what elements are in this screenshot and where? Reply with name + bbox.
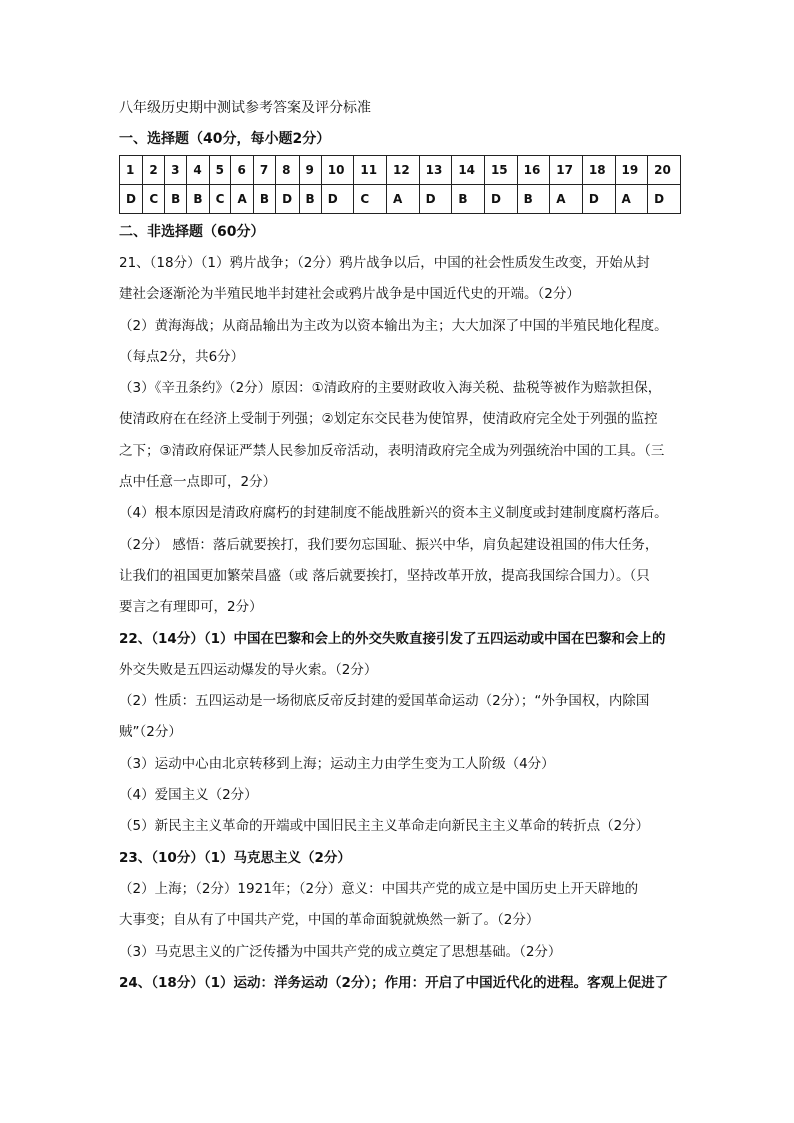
text-line: 大事变；自从有了中国共产党，中国的革命面貌就焕然一新了。（2分） bbox=[119, 912, 540, 929]
text-line: 24、（18分）（1）运动：洋务运动（2分）；作用：开启了中国近代化的进程。客观上促进了 bbox=[119, 974, 669, 991]
answer-cell: B bbox=[299, 185, 321, 214]
answer-cell: D bbox=[648, 185, 681, 214]
text-line: （4）爱国主义（2分） bbox=[119, 787, 258, 804]
question-number: 18 bbox=[582, 156, 615, 185]
question-number: 7 bbox=[253, 156, 275, 185]
text-line: （3）运动中心由北京转移到上海；运动主力由学生变为工人阶级（4分） bbox=[119, 755, 555, 772]
text-line: 点中任意一点即可，2分） bbox=[119, 474, 277, 491]
answer-row bbox=[120, 185, 681, 214]
question-number: 3 bbox=[165, 156, 187, 185]
answer-cell: D bbox=[120, 185, 143, 214]
answer-cell: A bbox=[550, 185, 583, 214]
answer-cell: A bbox=[615, 185, 648, 214]
question-number: 12 bbox=[387, 156, 420, 185]
text-line: （2）上海；（2分）1921年；（2分）意义：中国共产党的成立是中国历史上开天辟地的 bbox=[119, 880, 639, 897]
answer-cell: B bbox=[187, 185, 209, 214]
text-line: 21、（18分）（1）鸦片战争；（2分）鸦片战争以后，中国的社会性质发生改变，开始从封 bbox=[119, 255, 650, 271]
question-number: 14 bbox=[452, 156, 485, 185]
answer-cell: D bbox=[419, 185, 452, 214]
answer-cell: C bbox=[209, 185, 231, 214]
text-line: 之下；③清政府保证严禁人民参加反帝活动，表明清政府完全成为列强统治中国的工具。（三 bbox=[119, 442, 665, 459]
text-line: 外交失败是五四运动爆发的导火索。（2分） bbox=[119, 661, 378, 678]
question-number: 1 bbox=[120, 156, 143, 185]
answer-cell: D bbox=[582, 185, 615, 214]
answer-table bbox=[119, 155, 681, 214]
answer-cell: B bbox=[452, 185, 485, 214]
question-number: 8 bbox=[276, 156, 299, 185]
answer-body bbox=[119, 248, 694, 999]
question-number: 13 bbox=[419, 156, 452, 185]
question-number: 20 bbox=[648, 156, 681, 185]
answer-cell: A bbox=[231, 185, 253, 214]
question-number: 4 bbox=[187, 156, 209, 185]
section-heading-nonchoice: 二、非选择题（60分） bbox=[119, 224, 265, 240]
text-line: （5）新民主主义革命的开端或中国旧民主主义革命走向新民主主义革命的转折点（2分） bbox=[119, 818, 650, 835]
answer-cell: D bbox=[276, 185, 299, 214]
answer-document bbox=[119, 98, 694, 999]
text-line: （每点2分，共6分） bbox=[119, 348, 245, 365]
text-line: 23、（10分）（1）马克思主义（2分） bbox=[119, 849, 351, 866]
section-heading-choice: 一、选择题（40分，每小题2分） bbox=[119, 131, 331, 147]
question-number: 11 bbox=[354, 156, 387, 185]
question-number: 15 bbox=[484, 156, 517, 185]
text-line: 贼”（2分） bbox=[119, 724, 182, 741]
document-title: 八年级历史期中测试参考答案及评分标准 bbox=[119, 100, 371, 116]
text-line: （3）《辛丑条约》（2分）原因：①清政府的主要财政收入海关税、盐税等被作为赔款担保， bbox=[119, 380, 662, 397]
question-number: 16 bbox=[517, 156, 550, 185]
answer-cell: A bbox=[387, 185, 420, 214]
answer-cell: B bbox=[253, 185, 275, 214]
answer-cell: C bbox=[143, 185, 165, 214]
text-line: 让我们的祖国更加繁荣昌盛（或 落后就要挨打，坚持改革开放，提高我国综合国力）。（只 bbox=[119, 567, 650, 584]
question-number: 17 bbox=[550, 156, 583, 185]
text-line: （2）黄海海战；从商品输出为主改为以资本输出为主；大大加深了中国的半殖民地化程度。 bbox=[119, 317, 668, 334]
answer-cell: D bbox=[321, 185, 354, 214]
text-line: （2）性质：五四运动是一场彻底反帝反封建的爱国革命运动（2分）；“外争国权，内除国 bbox=[119, 693, 650, 710]
question-number: 2 bbox=[143, 156, 165, 185]
text-line: 要言之有理即可，2分） bbox=[119, 599, 263, 616]
text-line: 22、（14分）（1）中国在巴黎和会上的外交失败直接引发了五四运动或中国在巴黎和会上的 bbox=[119, 630, 666, 647]
answer-cell: D bbox=[484, 185, 517, 214]
answer-cell: C bbox=[354, 185, 387, 214]
text-line: （4）根本原因是清政府腐朽的封建制度不能战胜新兴的资本主义制度或封建制度腐朽落后。 bbox=[119, 505, 668, 522]
answer-cell: B bbox=[165, 185, 187, 214]
question-number-row bbox=[120, 156, 681, 185]
question-number: 19 bbox=[615, 156, 648, 185]
question-number: 6 bbox=[231, 156, 253, 185]
text-line: （3）马克思主义的广泛传播为中国共产党的成立奠定了思想基础。（2分） bbox=[119, 943, 562, 960]
question-number: 5 bbox=[209, 156, 231, 185]
answer-cell: B bbox=[517, 185, 550, 214]
question-number: 10 bbox=[321, 156, 354, 185]
text-line: 建社会逐渐沦为半殖民地半封建社会或鸦片战争是中国近代史的开端。（2分） bbox=[119, 286, 580, 303]
text-line: （2分） 感悟：落后就要挨打，我们要勿忘国耻、振兴中华，肩负起建设祖国的伟大任务， bbox=[119, 536, 659, 553]
text-line: 使清政府在在经济上受制于列强；②划定东交民巷为使馆界，使清政府完全处于列强的监控 bbox=[119, 411, 658, 428]
question-number: 9 bbox=[299, 156, 321, 185]
